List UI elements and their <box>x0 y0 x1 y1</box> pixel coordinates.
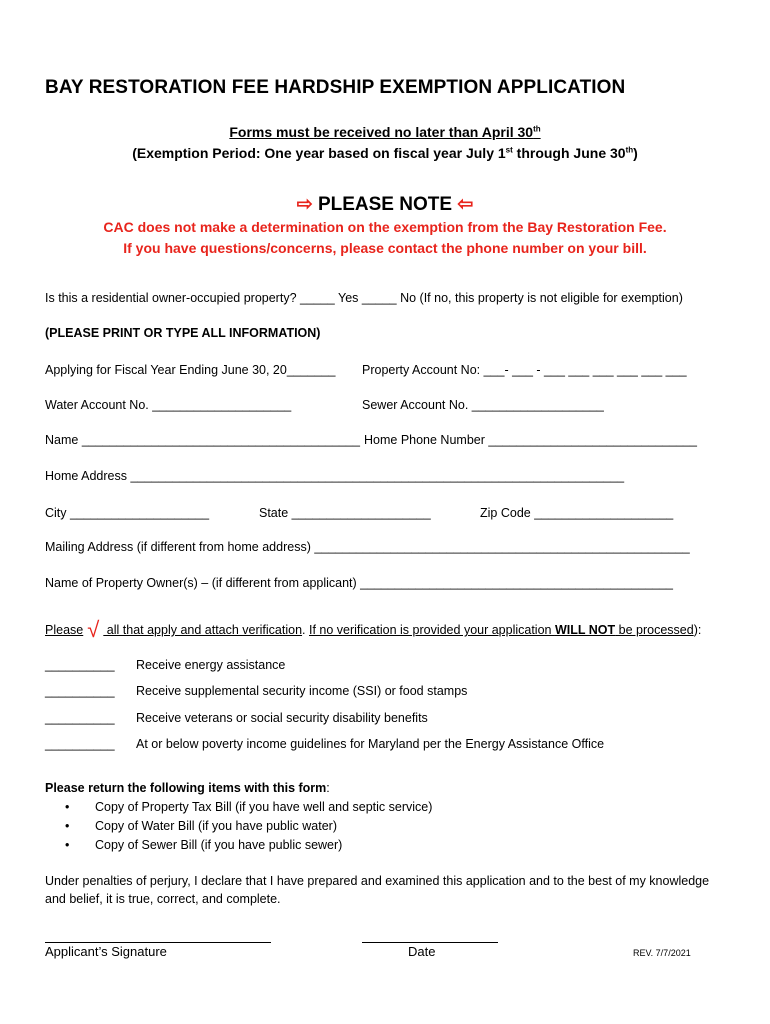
exemption-period-line: (Exemption Period: One year based on fiscal year July 1st through June 30th) <box>132 145 638 161</box>
option-blank[interactable]: __________ <box>45 658 115 672</box>
print-instruction: (PLEASE PRINT OR TYPE ALL INFORMATION) <box>45 326 321 340</box>
list-item: • Copy of Property Tax Bill (if you have well and septic service) <box>60 798 432 817</box>
zip-code-field[interactable]: Zip Code ____________________ <box>480 506 674 520</box>
sewer-account-field[interactable]: Sewer Account No. ___________________ <box>362 398 604 412</box>
please-note-text: PLEASE NOTE <box>317 194 453 215</box>
name-field[interactable]: Name ________________________________________ <box>45 433 360 447</box>
home-address-field[interactable]: Home Address _______________________________________________________________________ <box>45 469 625 483</box>
state-field[interactable]: State ____________________ <box>259 506 431 520</box>
applicant-signature-label: Applicant’s Signature <box>45 944 167 959</box>
city-field[interactable]: City ____________________ <box>45 506 210 520</box>
mailing-address-field[interactable]: Mailing Address (if different from home address) ______________________________________________________ <box>45 540 690 554</box>
option-label: Receive supplemental security income (SSI) or food stamps <box>136 684 468 698</box>
deadline-text: Forms must be received no later than April 30th <box>229 124 541 140</box>
property-account-field[interactable]: Property Account No: ___- ___ - ___ ___ ___ ___ ___ ___ <box>362 363 687 377</box>
list-item: • Copy of Sewer Bill (if you have public sewer) <box>60 836 432 855</box>
verification-instruction: Please √ all that apply and attach verification. If no verification is provided your application WILL NOT be processed): <box>45 617 702 642</box>
deadline-line <box>0 124 770 140</box>
arrow-left-icon: ⇦ <box>457 194 474 215</box>
date-label: Date <box>408 944 436 959</box>
checkmark-icon: √ <box>87 617 100 642</box>
declaration-line-1: Under penalties of perjury, I declare that I have prepared and examined this application and to the best of my knowledge <box>45 874 710 888</box>
revision-date: REV. 7/7/2021 <box>633 948 691 958</box>
property-owner-field[interactable]: Name of Property Owner(s) – (if different from applicant) _____________________________________________ <box>45 576 673 590</box>
option-label: At or below poverty income guidelines for Maryland per the Energy Assistance Office <box>136 737 605 751</box>
option-blank[interactable]: __________ <box>45 684 115 698</box>
list-item: • Copy of Water Bill (if you have public water) <box>60 817 432 836</box>
note-line-2: If you have questions/concerns, please contact the phone number on your bill. <box>123 240 647 256</box>
residential-question[interactable]: Is this a residential owner-occupied property? _____ Yes _____ No (If no, this property is not eligible for exemption) <box>45 291 683 305</box>
arrow-right-icon: ⇨ <box>296 194 313 215</box>
return-items-heading: Please return the following items with this form: <box>45 781 330 795</box>
option-label: Receive veterans or social security disability benefits <box>136 711 428 725</box>
date-line[interactable] <box>362 942 498 943</box>
return-items-list <box>60 798 432 855</box>
form-title: BAY RESTORATION FEE HARDSHIP EXEMPTION APPLICATION <box>45 77 626 98</box>
note-line-1: CAC does not make a determination on the exemption from the Bay Restoration Fee. <box>103 219 667 235</box>
option-blank[interactable]: __________ <box>45 737 115 751</box>
declaration-line-2: and belief, it is true, correct, and complete. <box>45 892 281 906</box>
water-account-field[interactable]: Water Account No. ____________________ <box>45 398 292 412</box>
fiscal-year-field[interactable]: Applying for Fiscal Year Ending June 30, 20_______ <box>45 363 336 377</box>
please-note-heading <box>0 193 770 216</box>
option-label: Receive energy assistance <box>136 658 286 672</box>
applicant-signature-line[interactable] <box>45 942 271 943</box>
home-phone-field[interactable]: Home Phone Number ______________________________ <box>364 433 697 447</box>
option-blank[interactable]: __________ <box>45 711 115 725</box>
